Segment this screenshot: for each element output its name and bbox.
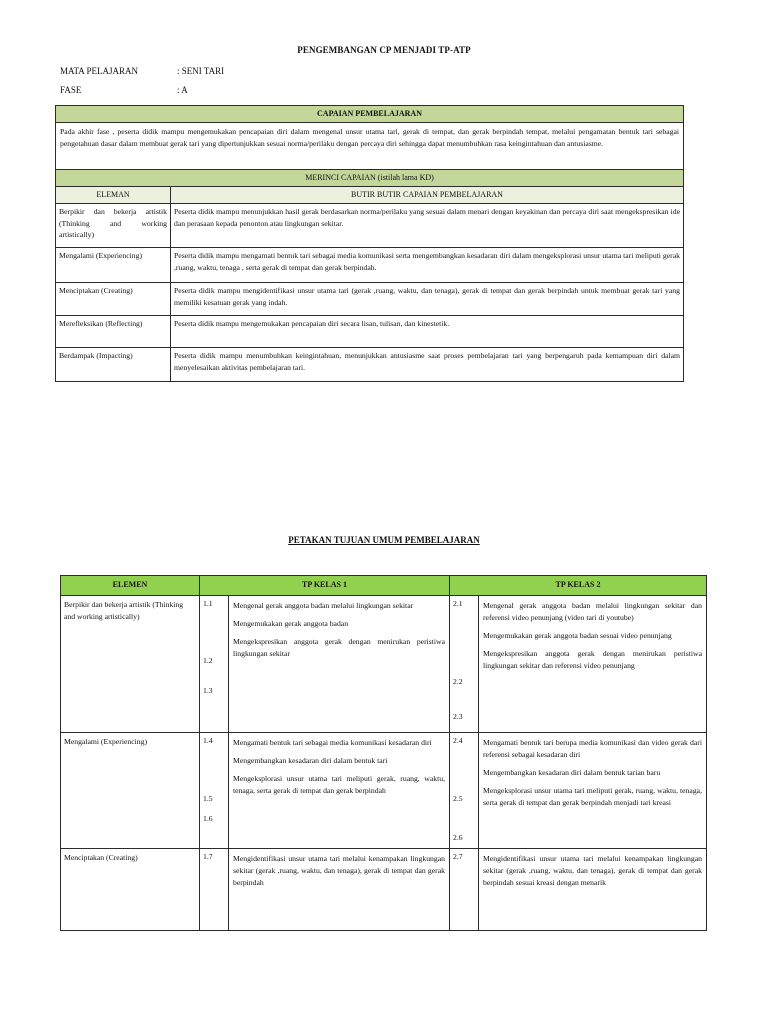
elemen-cell: Berpikir dan bekerja artistik (Thinking and working artistically) <box>56 204 171 248</box>
butir-cell: Peserta didik mampu menumbuhkan keingintahuan, menunjukkan antusiasme saat proses pembelajaran tari yang berpengaruh pada kemampuan diri dalam menyelesaikan aktivitas pembelajaran tari. <box>171 348 684 382</box>
tp-items-cell <box>229 849 450 931</box>
tp-item: Mengembangkan kesadaran diri dalam bentuk tarian baru <box>483 767 661 777</box>
meta-fase <box>60 85 188 95</box>
tp-number: 1.7 <box>203 852 213 861</box>
meta-mata-pelajaran <box>60 66 224 76</box>
tp-number: 1.4 <box>203 736 213 745</box>
table-row <box>56 348 684 382</box>
table-row <box>56 204 684 248</box>
tp-items-cell <box>479 733 707 849</box>
table-row <box>61 733 707 849</box>
tp-number-column <box>450 596 479 733</box>
tp-item: Mengeksplorasi unsur utama tari meliputi gerak, ruang, waktu, tenaga, serta gerak di tempat dan gerak berpindah menjadi tari kreasi <box>483 785 702 807</box>
tp-item: Mengekspresikan anggota gerak dengan menirukan peristiwa lingkungan sekitar <box>233 636 445 658</box>
tp-item: Mengeksplorasi unsur utama tari meliputi gerak, ruang, waktu, tenaga, serta gerak di tempat dan gerak berpindah <box>233 773 445 795</box>
col-butir-header: BUTIR BUTIR CAPAIAN PEMBELAJARAN <box>171 187 684 204</box>
butir-cell: Peserta didik mampu mengidentifikasi unsur utama tari (gerak ,ruang, waktu, dan tenaga), gerak di tempat dan gerak berpindah untuk membuat gerak tari yang memiliki kesatuan gerak yang indah. <box>171 283 684 316</box>
document-title: PENGEMBANGAN CP MENJADI TP-ATP <box>297 45 471 55</box>
header-tp-kelas-1: TP KELAS 1 <box>200 576 450 596</box>
capaian-table <box>55 105 684 382</box>
tujuan-table <box>60 575 707 931</box>
tp-number: 1.3 <box>203 686 213 695</box>
meta-label: MATA PELAJARAN <box>60 66 139 76</box>
tp-number-column <box>450 733 479 849</box>
elemen-cell: Menciptakan (Creating) <box>61 849 200 931</box>
elemen-cell: Mengalami (Experiencing) <box>61 733 200 849</box>
tp-item: Mengenal gerak anggota badan melalui lingkungan sekitar dan referensi video penunjang (video tari di youtube) <box>483 601 702 622</box>
tp-number: 2.7 <box>453 852 463 861</box>
butir-cell: Peserta didik mampu menunjukkan hasil gerak berdasarkan norma/perilaku yang sesuai dalam menari dengan keyakinan dan percaya diri saat mengekspresikan ide dan perasaan kepada penonton atau lingkungan sekitar. <box>171 204 684 248</box>
tp-number: 2.3 <box>453 712 463 721</box>
tp-item: Mengemukakan gerak anggota badan <box>233 618 349 628</box>
tp-number: 1.2 <box>203 656 213 665</box>
tp-items-cell <box>229 733 450 849</box>
tp-number: 2.2 <box>453 677 463 686</box>
tp-items-cell <box>229 596 450 733</box>
tp-number: 1.5 <box>203 794 213 803</box>
tp-number: 2.5 <box>453 794 463 803</box>
elemen-cell: Mengalami (Experiencing) <box>56 248 171 283</box>
rinci-header: MERINCI CAPAIAN (istilah lama KD) <box>56 170 684 187</box>
meta-value: : SENI TARI <box>177 66 225 76</box>
tp-item: Mengidentifikasi unsur utama tari melalui kenampakan lingkungan sekitar (gerak ,ruang, waktu, dan tenaga), gerak di tempat dan gerak berpindah <box>233 854 445 887</box>
tp-number: 2.6 <box>453 833 463 842</box>
tp-number-column <box>200 849 229 931</box>
col-elemen-header: ELEMAN <box>56 187 171 204</box>
capaian-intro: Pada akhir fase , peserta didik mampu mengemukakan pencapaian diri dalam mengenal unsur utama tari, gerak di tempat, dan gerak berpindah tempat, melalui pengamatan bentuk tari sebagai pengetahuan dasar dalam membuat gerak tari yang dipertunjukkan sesuai norma/perilaku dengan percaya diri sehingga dapat menumbuhkan rasa keingintahuan dan antusiasme. <box>56 123 684 170</box>
tp-number-column <box>200 596 229 733</box>
butir-cell: Peserta didik mampu mengamati bentuk tari sebagai media komunikasi serta mengembangkan kesadaran diri dalam mengeksplorasi unsur utama tari meliputi gerak ,ruang, waktu, tenaga , serta gerak di tempat dan gerak berpindah. <box>171 248 684 283</box>
tp-number: 1.1 <box>203 599 213 608</box>
table-row <box>61 596 707 733</box>
tp-item: Mengembangkan kesadaran diri dalam bentuk tari <box>233 755 388 765</box>
tp-number-column <box>200 733 229 849</box>
tp-item: Mengamati bentuk tari berupa media komunikasi dan video gerak dari referensi sebagai kesadaran diri <box>483 738 702 759</box>
tujuan-title: PETAKAN TUJUAN UMUM PEMBELAJARAN <box>288 535 480 545</box>
tp-number: 1.6 <box>203 814 213 823</box>
elemen-cell: Berdampak (Impacting) <box>56 348 171 382</box>
tp-item: Mengemukakan gerak anggota badan sesuai video penunjang <box>483 630 672 640</box>
capaian-header: CAPAIAN PEMBELAJARAN <box>56 106 684 123</box>
header-elemen: ELEMEN <box>61 576 200 596</box>
tp-items-cell <box>479 849 707 931</box>
tp-number: 2.1 <box>453 599 463 608</box>
butir-cell: Peserta didik mampu mengemukakan pencapaian diri secara lisan, tulisan, dan kinestetik. <box>171 316 684 348</box>
tp-item: Mengamati bentuk tari sebagai media komunikasi kesadaran diri <box>233 738 432 747</box>
elemen-cell: Berpikir dan bekerja artistik (Thinking and working artistically) <box>61 596 200 733</box>
tp-item: Mengenal gerak anggota badan melalui lingkungan sekitar <box>233 601 414 610</box>
tp-item: Mengekspresikan anggota gerak dengan menirukan peristiwa lingkungan sekitar dan referensi video penunjang <box>483 648 702 670</box>
elemen-cell: Merefleksikan (Reflecting) <box>56 316 171 348</box>
table-row <box>56 248 684 283</box>
table-row <box>56 316 684 348</box>
meta-label: FASE <box>60 85 82 95</box>
elemen-cell: Menciptakan (Creating) <box>56 283 171 316</box>
tp-number-column <box>450 849 479 931</box>
meta-value: : A <box>177 85 188 95</box>
tp-number: 2.4 <box>453 736 463 745</box>
table-row <box>61 849 707 931</box>
tp-items-cell <box>479 596 707 733</box>
tp-item: Mengidentifikasi unsur utama tari melalui kenampakan lingkungan sekitar (gerak ,ruang, waktu, dan tenaga), gerak di tempat dan gerak berpindah sesuai kreasi dengan menarik <box>483 854 702 887</box>
header-tp-kelas-2: TP KELAS 2 <box>450 576 707 596</box>
table-row <box>56 283 684 316</box>
